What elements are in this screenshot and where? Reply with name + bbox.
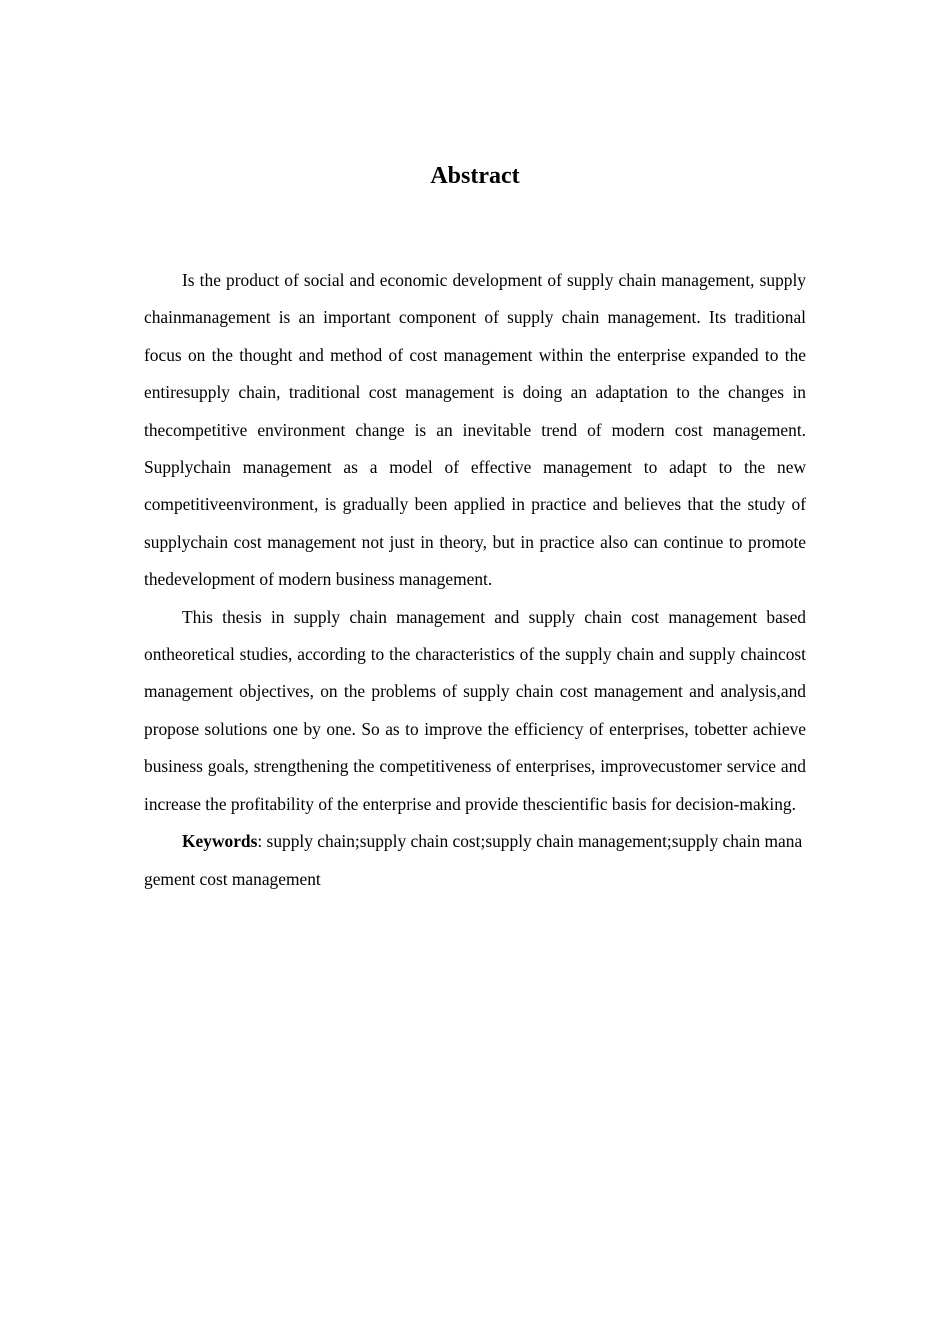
keywords-line <box>144 823 806 898</box>
keywords-separator: : <box>257 831 267 852</box>
abstract-body <box>144 262 806 898</box>
keywords-text: supply chain;supply chain cost;supply chain management;supply chain management cost management <box>144 831 803 889</box>
abstract-paragraph-1: Is the product of social and economic development of supply chain management, supply chainmanagement is an important component of supply chain management. Its traditional focus on the thought and method of cost management within the enterprise expanded to the entiresupply chain, traditional cost management is doing an adaptation to the changes in thecompetitive environment change is an inevitable trend of modern cost management. Supplychain management as a model of effective management to adapt to the new competitiveenvironment, is gradually been applied in practice and believes that the study of supplychain cost management not just in theory, but in practice also can continue to promote thedevelopment of modern business management. <box>144 270 806 590</box>
abstract-paragraph-2: This thesis in supply chain management and supply chain cost management based ontheoretical studies, according to the characteristics of the supply chain and supply chaincost management objectives, on the problems of supply chain cost management and analysis,and propose solutions one by one. So as to improve the efficiency of enterprises, tobetter achieve business goals, strengthening the competitiveness of enterprises, improvecustomer service and increase the profitability of the enterprise and provide thescientific basis for decision-making. <box>144 606 806 814</box>
abstract-title: Abstract <box>430 163 520 189</box>
keywords-label: Keywords <box>182 831 258 852</box>
